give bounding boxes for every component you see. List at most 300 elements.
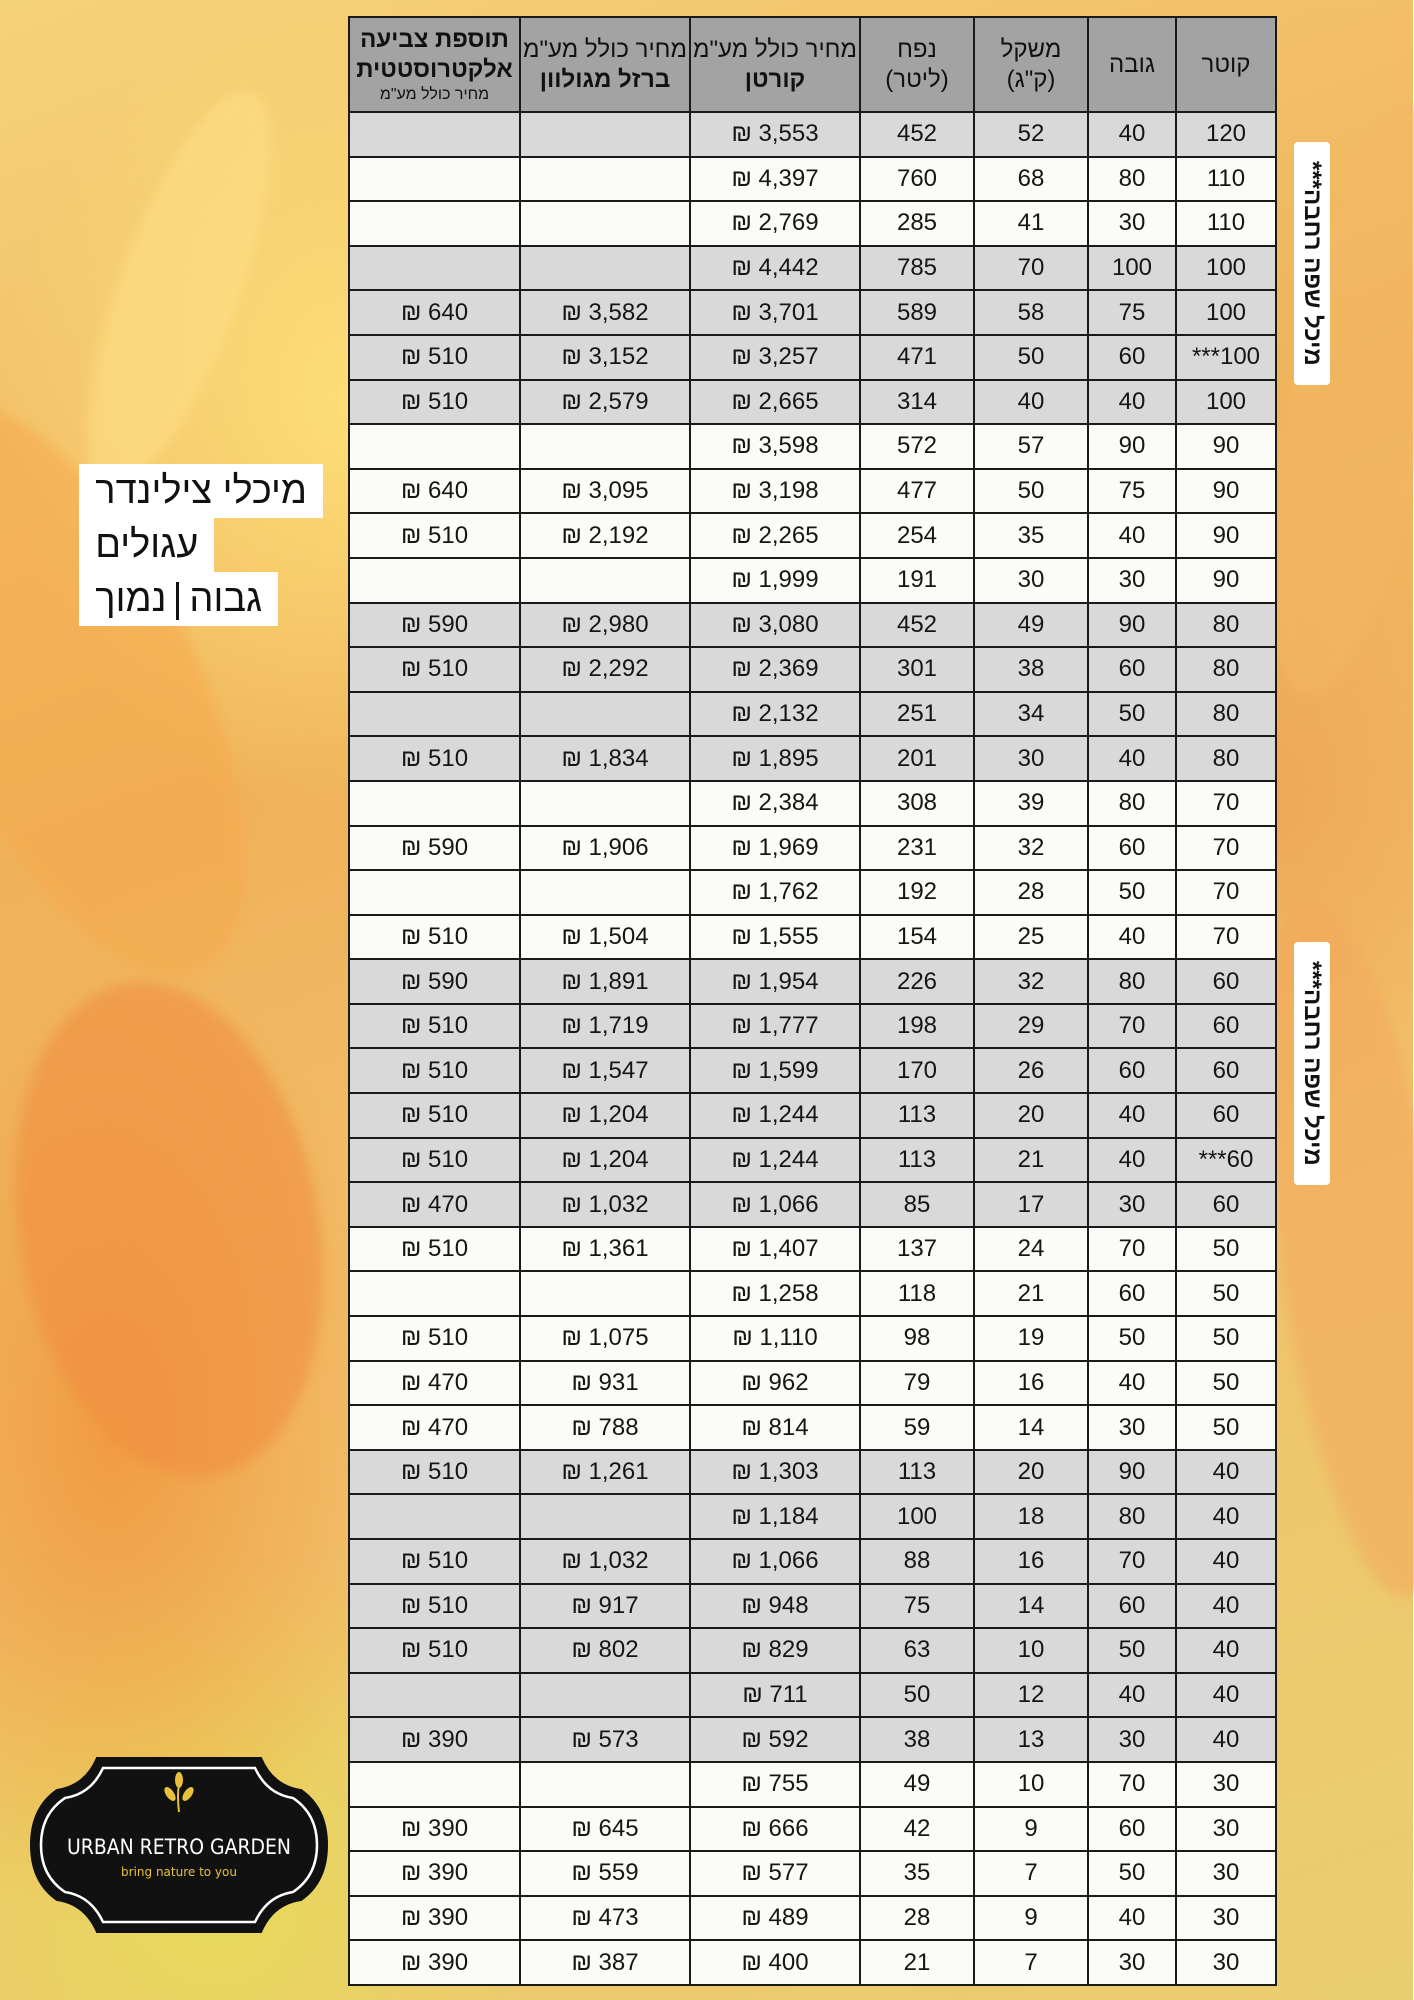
cell-corten-price (691, 1271, 861, 1316)
cell-galvanized-price (521, 1271, 691, 1316)
currency-symbol: ₪ (401, 922, 423, 950)
currency-symbol: ₪ (732, 1012, 753, 1040)
table-row (350, 1673, 1277, 1718)
cell-volume: 785 (861, 246, 975, 291)
cell-weight: 70 (975, 246, 1089, 291)
cell-galvanized-price (521, 692, 691, 737)
cell-volume: 88 (861, 1539, 975, 1584)
price-value: 510 (429, 343, 470, 371)
cell-paint-price (350, 1628, 521, 1673)
price-value: 1,547 (589, 1056, 650, 1084)
title-low: נמוך (96, 578, 168, 620)
cell-corten-price (691, 1673, 861, 1718)
table-row (350, 1896, 1277, 1941)
cell-paint-price (350, 246, 521, 291)
cell-corten-price (691, 1940, 861, 1985)
price-table (349, 16, 1278, 1986)
table-row (350, 513, 1277, 558)
currency-symbol: ₪ (401, 1948, 423, 1976)
table-row (350, 692, 1277, 737)
cell-weight: 25 (975, 915, 1089, 960)
cell-corten-price (691, 1048, 861, 1093)
title-line-1: מיכלי צילינדר (80, 464, 324, 518)
currency-symbol: ₪ (732, 254, 753, 282)
price-value: 640 (429, 298, 470, 326)
price-value: 590 (429, 967, 470, 995)
table-row (350, 647, 1277, 692)
currency-symbol: ₪ (401, 1324, 423, 1352)
header-galvanized-price: מחיר כולל מע"מ ברזל מגולוון (521, 17, 691, 112)
cell-galvanized-price (521, 424, 691, 469)
cell-height: 50 (1089, 870, 1177, 915)
currency-symbol: ₪ (562, 1101, 583, 1129)
table-header-row (350, 17, 1277, 112)
urban-retro-garden-logo (28, 1750, 332, 1940)
cell-paint-price (350, 1673, 521, 1718)
cell-volume: 113 (861, 1093, 975, 1138)
cell-paint-price (350, 1405, 521, 1450)
cell-galvanized-price (521, 1361, 691, 1406)
currency-symbol: ₪ (401, 1368, 423, 1396)
cell-weight: 16 (975, 1539, 1089, 1584)
price-value: 829 (769, 1636, 810, 1664)
cell-weight: 16 (975, 1361, 1089, 1406)
cell-galvanized-price (521, 1494, 691, 1539)
cell-galvanized-price (521, 1896, 691, 1941)
currency-symbol: ₪ (562, 1547, 583, 1575)
price-value: 1,066 (759, 1547, 820, 1575)
currency-symbol: ₪ (732, 610, 753, 638)
cell-diameter: 60*** (1177, 1138, 1277, 1183)
table-row (350, 736, 1277, 781)
table-row (350, 1004, 1277, 1049)
currency-symbol: ₪ (742, 1948, 763, 1976)
cell-diameter: 70 (1177, 870, 1277, 915)
price-value: 917 (599, 1591, 640, 1619)
currency-symbol: ₪ (562, 655, 583, 683)
cell-paint-price (350, 870, 521, 915)
cell-paint-price (350, 1004, 521, 1049)
cell-corten-price (691, 1450, 861, 1495)
header-height: גובה (1089, 17, 1177, 112)
cell-diameter: 40 (1177, 1673, 1277, 1718)
price-value: 473 (599, 1904, 640, 1932)
currency-symbol: ₪ (562, 1012, 583, 1040)
price-value: 510 (429, 1145, 470, 1173)
currency-symbol: ₪ (401, 1636, 423, 1664)
cell-corten-price (691, 1004, 861, 1049)
cell-height: 90 (1089, 603, 1177, 648)
cell-diameter: 40 (1177, 1584, 1277, 1629)
cell-corten-price (691, 469, 861, 514)
cell-height: 40 (1089, 736, 1177, 781)
cell-volume: 85 (861, 1182, 975, 1227)
cell-height: 100 (1089, 246, 1177, 291)
logo-name: URBAN RETRO GARDEN (68, 1835, 292, 1859)
cell-corten-price (691, 246, 861, 291)
cell-corten-price (691, 1138, 861, 1183)
title-line-2: עגולים (80, 518, 215, 572)
cell-weight: 30 (975, 736, 1089, 781)
cell-corten-price (691, 1494, 861, 1539)
header-weight: משקל (ק"ג) (975, 17, 1089, 112)
cell-height: 40 (1089, 1361, 1177, 1406)
currency-symbol: ₪ (572, 1368, 593, 1396)
price-value: 400 (769, 1948, 810, 1976)
cell-corten-price (691, 1762, 861, 1807)
cell-volume: 75 (861, 1584, 975, 1629)
cell-volume: 471 (861, 335, 975, 380)
cell-paint-price (350, 692, 521, 737)
cell-corten-price (691, 1405, 861, 1450)
cell-weight: 68 (975, 157, 1089, 202)
currency-symbol: ₪ (401, 744, 423, 772)
price-value: 1,891 (589, 967, 650, 995)
cell-weight: 9 (975, 1807, 1089, 1852)
table-row (350, 157, 1277, 202)
price-value: 489 (769, 1904, 810, 1932)
currency-symbol: ₪ (401, 610, 423, 638)
cell-paint-price (350, 1807, 521, 1852)
background-petal (0, 958, 361, 1502)
cell-galvanized-price (521, 1182, 691, 1227)
price-value: 1,261 (589, 1458, 650, 1486)
price-value: 1,110 (760, 1324, 819, 1352)
cell-volume: 50 (861, 1673, 975, 1718)
cell-weight: 30 (975, 558, 1089, 603)
table-row (350, 290, 1277, 335)
price-value: 470 (429, 1413, 470, 1441)
table-row (350, 1316, 1277, 1361)
currency-symbol: ₪ (732, 1145, 753, 1173)
currency-symbol: ₪ (742, 1725, 763, 1753)
cell-weight: 20 (975, 1093, 1089, 1138)
table-row (350, 915, 1277, 960)
cell-paint-price (350, 290, 521, 335)
cell-paint-price (350, 1494, 521, 1539)
cell-height: 40 (1089, 1093, 1177, 1138)
cell-corten-price (691, 1896, 861, 1941)
cell-height: 40 (1089, 513, 1177, 558)
currency-symbol: ₪ (562, 343, 583, 371)
price-value: 948 (769, 1591, 810, 1619)
cell-volume: 63 (861, 1628, 975, 1673)
cell-height: 30 (1089, 558, 1177, 603)
cell-weight: 50 (975, 335, 1089, 380)
cell-weight: 17 (975, 1182, 1089, 1227)
cell-volume: 170 (861, 1048, 975, 1093)
cell-height: 40 (1089, 1138, 1177, 1183)
cell-weight: 41 (975, 201, 1089, 246)
cell-volume: 251 (861, 692, 975, 737)
cell-galvanized-price (521, 915, 691, 960)
currency-symbol: ₪ (572, 1814, 593, 1842)
currency-symbol: ₪ (732, 744, 753, 772)
price-value: 1,066 (759, 1190, 820, 1218)
cell-weight: 57 (975, 424, 1089, 469)
currency-symbol: ₪ (742, 1814, 763, 1842)
cell-diameter: 40 (1177, 1628, 1277, 1673)
cell-corten-price (691, 692, 861, 737)
price-value: 1,204 (589, 1101, 650, 1129)
cell-height: 80 (1089, 959, 1177, 1004)
cell-diameter: 70 (1177, 781, 1277, 826)
cell-galvanized-price (521, 959, 691, 1004)
price-value: 755 (769, 1770, 810, 1798)
table-row (350, 201, 1277, 246)
currency-symbol: ₪ (742, 1591, 763, 1619)
price-value: 390 (429, 1948, 470, 1976)
price-value: 640 (429, 477, 470, 505)
currency-symbol: ₪ (732, 833, 753, 861)
cell-weight: 10 (975, 1628, 1089, 1673)
price-value: 1,244 (759, 1101, 820, 1129)
cell-volume: 301 (861, 647, 975, 692)
cell-volume: 191 (861, 558, 975, 603)
cell-paint-price (350, 1138, 521, 1183)
cell-paint-price (350, 112, 521, 157)
currency-symbol: ₪ (401, 1145, 423, 1173)
currency-symbol: ₪ (401, 1012, 423, 1040)
currency-symbol: ₪ (562, 922, 583, 950)
table-row (350, 246, 1277, 291)
price-value: 802 (599, 1636, 640, 1664)
cell-galvanized-price (521, 1048, 691, 1093)
cell-diameter: 110 (1177, 201, 1277, 246)
price-value: 590 (429, 833, 470, 861)
cell-diameter: 90 (1177, 513, 1277, 558)
cell-weight: 21 (975, 1138, 1089, 1183)
cell-weight: 12 (975, 1673, 1089, 1718)
cell-galvanized-price (521, 469, 691, 514)
cell-diameter: 100*** (1177, 335, 1277, 380)
currency-symbol: ₪ (732, 120, 753, 148)
cell-galvanized-price (521, 1227, 691, 1272)
cell-paint-price (350, 1182, 521, 1227)
price-value: 510 (429, 1458, 470, 1486)
currency-symbol: ₪ (732, 878, 753, 906)
currency-symbol: ₪ (732, 343, 753, 371)
price-value: 470 (429, 1190, 470, 1218)
cell-diameter: 50 (1177, 1227, 1277, 1272)
cell-volume: 572 (861, 424, 975, 469)
table-row (350, 424, 1277, 469)
price-value: 1,184 (759, 1502, 820, 1530)
cell-height: 30 (1089, 1717, 1177, 1762)
price-value: 1,504 (589, 922, 650, 950)
cell-weight: 18 (975, 1494, 1089, 1539)
cell-diameter: 50 (1177, 1361, 1277, 1406)
cell-volume: 285 (861, 201, 975, 246)
price-value: 510 (429, 1547, 470, 1575)
currency-symbol: ₪ (732, 1279, 753, 1307)
cell-corten-price (691, 1807, 861, 1852)
cell-galvanized-price (521, 1628, 691, 1673)
price-value: 962 (769, 1368, 810, 1396)
cell-height: 40 (1089, 380, 1177, 425)
currency-symbol: ₪ (732, 566, 753, 594)
cell-corten-price (691, 1093, 861, 1138)
currency-symbol: ₪ (562, 1190, 583, 1218)
cell-paint-price (350, 157, 521, 202)
cell-weight: 7 (975, 1940, 1089, 1985)
table-row (350, 1584, 1277, 1629)
price-value: 4,397 (759, 164, 820, 192)
cell-weight: 32 (975, 959, 1089, 1004)
table-row (350, 1271, 1277, 1316)
cell-galvanized-price (521, 201, 691, 246)
currency-symbol: ₪ (732, 1458, 753, 1486)
cell-height: 75 (1089, 469, 1177, 514)
cell-paint-price (350, 1896, 521, 1941)
title-divider (177, 582, 180, 620)
price-value: 573 (599, 1725, 640, 1753)
currency-symbol: ₪ (572, 1636, 593, 1664)
cell-volume: 79 (861, 1361, 975, 1406)
price-value: 3,598 (759, 432, 820, 460)
cell-diameter: 80 (1177, 647, 1277, 692)
price-value: 590 (429, 610, 470, 638)
price-value: 2,369 (759, 655, 820, 683)
price-value: 711 (770, 1681, 809, 1709)
table-row (350, 1450, 1277, 1495)
cell-diameter: 100 (1177, 246, 1277, 291)
cell-height: 30 (1089, 1405, 1177, 1450)
price-value: 1,599 (759, 1056, 820, 1084)
cell-diameter: 50 (1177, 1405, 1277, 1450)
cell-paint-price (350, 1093, 521, 1138)
cell-corten-price (691, 335, 861, 380)
cell-corten-price (691, 112, 861, 157)
cell-galvanized-price (521, 1138, 691, 1183)
cell-height: 30 (1089, 1940, 1177, 1985)
cell-height: 50 (1089, 1851, 1177, 1896)
price-value: 1,407 (759, 1235, 820, 1263)
price-value: 510 (429, 521, 470, 549)
price-value: 645 (599, 1814, 640, 1842)
currency-symbol: ₪ (401, 1547, 423, 1575)
price-value: 510 (429, 1235, 470, 1263)
cell-height: 50 (1089, 692, 1177, 737)
currency-symbol: ₪ (401, 1904, 423, 1932)
cell-diameter: 40 (1177, 1539, 1277, 1584)
price-value: 2,769 (759, 209, 820, 237)
cell-galvanized-price (521, 1405, 691, 1450)
currency-symbol: ₪ (562, 833, 583, 861)
price-value: 510 (429, 1012, 470, 1040)
cell-corten-price (691, 1227, 861, 1272)
table-row (350, 1048, 1277, 1093)
cell-height: 60 (1089, 1807, 1177, 1852)
background-petal (52, 72, 308, 508)
currency-symbol: ₪ (742, 1859, 763, 1887)
header-paint-price: תוספת צביעה אלקטרוסטטית מחיר כולל מע"מ (350, 17, 521, 112)
cell-galvanized-price (521, 112, 691, 157)
price-value: 510 (429, 1591, 470, 1619)
cell-galvanized-price (521, 1762, 691, 1807)
cell-weight: 14 (975, 1584, 1089, 1629)
currency-symbol: ₪ (742, 1904, 763, 1932)
cell-weight: 38 (975, 647, 1089, 692)
price-value: 1,895 (759, 744, 820, 772)
price-value: 3,198 (759, 477, 820, 505)
cell-corten-price (691, 870, 861, 915)
currency-symbol: ₪ (572, 1904, 593, 1932)
price-value: 1,906 (589, 833, 650, 861)
currency-symbol: ₪ (572, 1413, 593, 1441)
currency-symbol: ₪ (732, 164, 753, 192)
currency-symbol: ₪ (401, 967, 423, 995)
currency-symbol: ₪ (732, 298, 753, 326)
currency-symbol: ₪ (401, 1814, 423, 1842)
currency-symbol: ₪ (572, 1859, 593, 1887)
currency-symbol: ₪ (562, 967, 583, 995)
cell-diameter: 60 (1177, 1004, 1277, 1049)
cell-galvanized-price (521, 736, 691, 781)
currency-symbol: ₪ (401, 298, 423, 326)
table-row (350, 469, 1277, 514)
price-value: 3,080 (759, 610, 820, 638)
cell-corten-price (691, 1628, 861, 1673)
cell-corten-price (691, 781, 861, 826)
cell-galvanized-price (521, 781, 691, 826)
price-value: 788 (599, 1413, 640, 1441)
currency-symbol: ₪ (401, 1056, 423, 1084)
currency-symbol: ₪ (732, 521, 753, 549)
table-row (350, 1851, 1277, 1896)
cell-volume: 192 (861, 870, 975, 915)
cell-diameter: 70 (1177, 915, 1277, 960)
cell-corten-price (691, 736, 861, 781)
currency-symbol: ₪ (562, 477, 583, 505)
cell-paint-price (350, 469, 521, 514)
cell-paint-price (350, 915, 521, 960)
cell-weight: 9 (975, 1896, 1089, 1941)
price-value: 1,834 (589, 744, 650, 772)
cell-weight: 49 (975, 603, 1089, 648)
price-value: 1,032 (589, 1190, 650, 1218)
cell-diameter: 40 (1177, 1450, 1277, 1495)
currency-symbol: ₪ (732, 209, 753, 237)
cell-height: 40 (1089, 112, 1177, 157)
currency-symbol: ₪ (401, 343, 423, 371)
cell-paint-price (350, 1316, 521, 1361)
currency-symbol: ₪ (732, 967, 753, 995)
table-row (350, 1405, 1277, 1450)
table-row (350, 1138, 1277, 1183)
price-value: 814 (769, 1413, 810, 1441)
cell-corten-price (691, 826, 861, 871)
currency-symbol: ₪ (401, 1859, 423, 1887)
cell-height: 50 (1089, 1628, 1177, 1673)
cell-paint-price (350, 826, 521, 871)
side-label-top: מיכל שפה רחבה*** (1295, 142, 1331, 385)
cell-volume: 35 (861, 1851, 975, 1896)
cell-height: 40 (1089, 1673, 1177, 1718)
cell-corten-price (691, 603, 861, 648)
cell-weight: 26 (975, 1048, 1089, 1093)
cell-galvanized-price (521, 1584, 691, 1629)
cell-diameter: 120 (1177, 112, 1277, 157)
price-value: 577 (769, 1859, 810, 1887)
price-value: 1,762 (759, 878, 820, 906)
cell-weight: 19 (975, 1316, 1089, 1361)
price-value: 510 (429, 655, 470, 683)
price-value: 4,442 (759, 254, 820, 282)
currency-symbol: ₪ (562, 610, 583, 638)
cell-diameter: 80 (1177, 736, 1277, 781)
cell-height: 60 (1089, 1271, 1177, 1316)
